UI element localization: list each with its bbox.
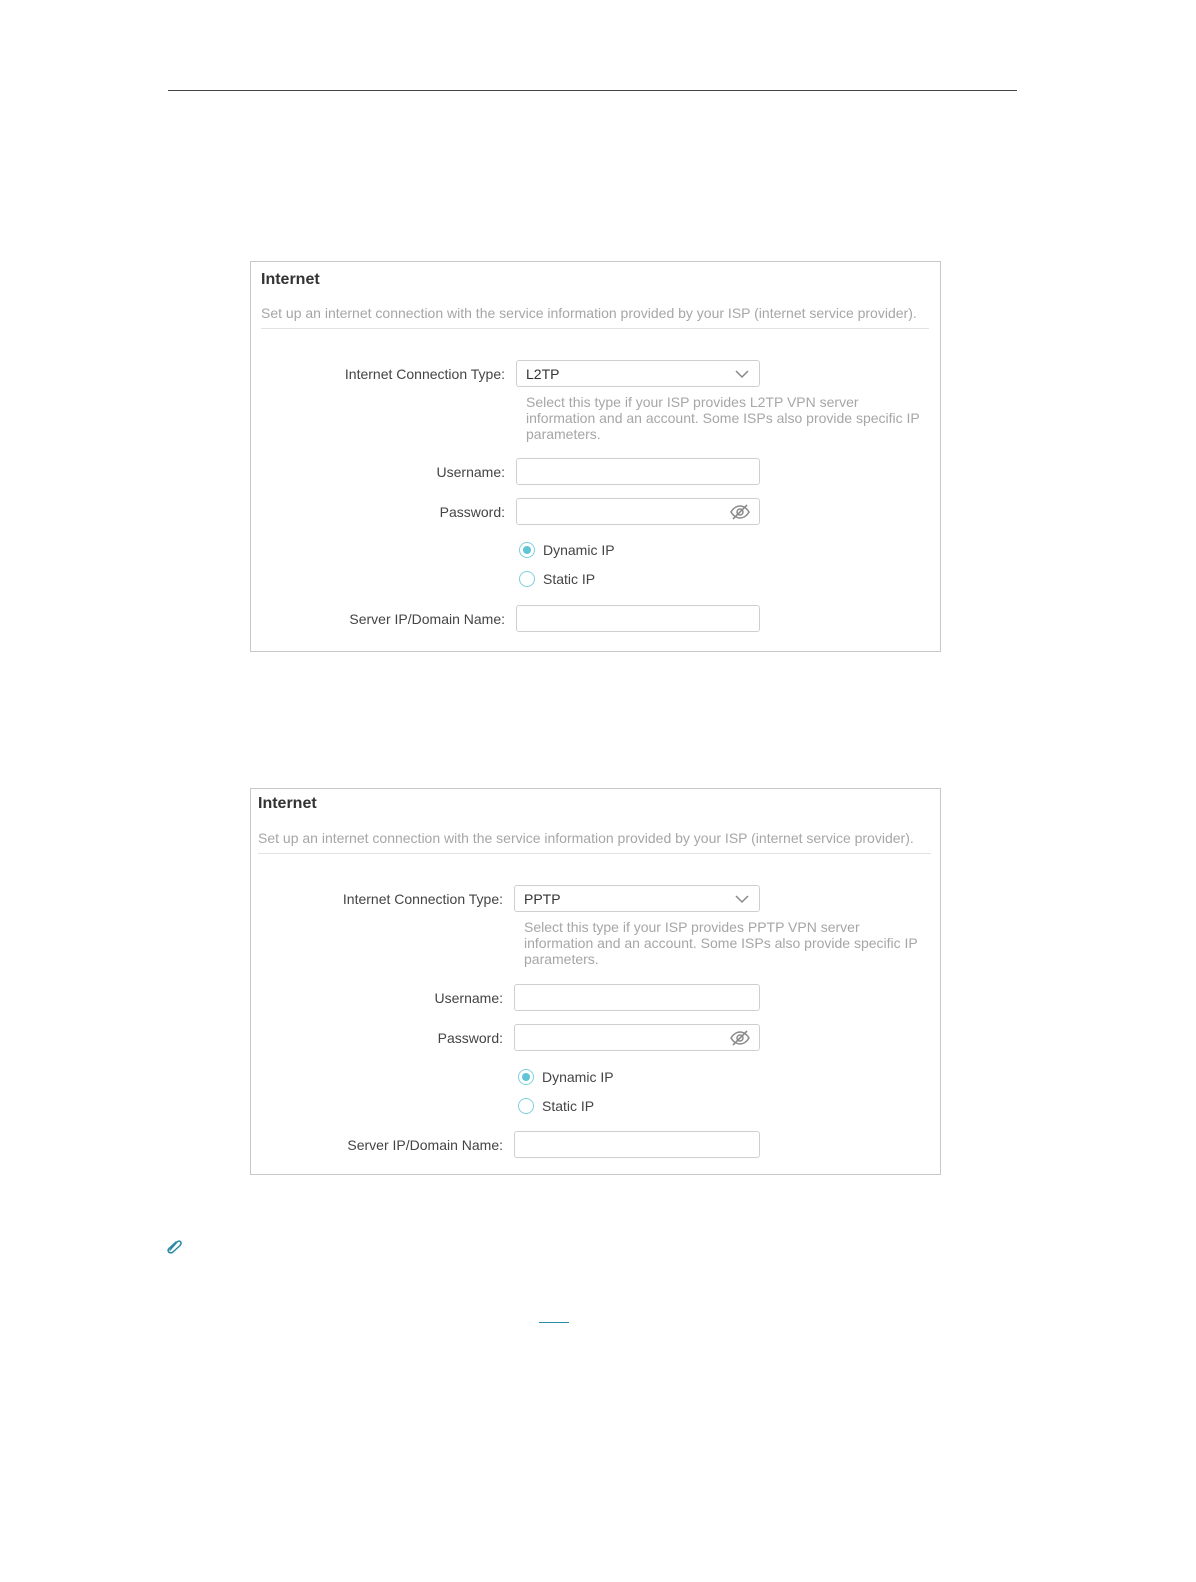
username-input[interactable] [514, 984, 760, 1011]
radio-button[interactable] [518, 1098, 534, 1114]
server-input[interactable] [516, 605, 760, 632]
paperclip-icon [166, 1238, 184, 1254]
username-label: Username: [434, 990, 503, 1006]
link-underline [539, 1322, 569, 1323]
server-input[interactable] [514, 1131, 760, 1158]
chevron-down-icon [735, 892, 749, 906]
username-label: Username: [436, 464, 505, 480]
radio-static-ip[interactable] [519, 570, 639, 590]
connection-type-select[interactable] [516, 360, 760, 387]
server-label: Server IP/Domain Name: [347, 1137, 503, 1153]
internet-panel-l2tp [250, 261, 941, 652]
connection-type-help: Select this type if your ISP provides PPTP VPN server information and an account. Some ISPs also provide specific IP parameters. [524, 919, 918, 967]
radio-button-checked[interactable] [518, 1069, 534, 1085]
chevron-down-icon [735, 367, 749, 381]
radio-button[interactable] [519, 571, 535, 587]
radio-label: Static IP [543, 571, 596, 587]
radio-label: Dynamic IP [543, 542, 615, 558]
radio-dynamic-ip[interactable] [518, 1068, 638, 1088]
internet-panel-pptp [250, 788, 941, 1175]
password-label: Password: [439, 504, 505, 520]
connection-type-select[interactable] [514, 885, 760, 912]
eye-slash-icon[interactable] [729, 503, 751, 521]
panel-divider [261, 328, 929, 329]
password-input[interactable] [516, 498, 760, 525]
password-input[interactable] [514, 1024, 760, 1051]
eye-slash-icon[interactable] [729, 1029, 751, 1047]
radio-button-checked[interactable] [519, 542, 535, 558]
server-label: Server IP/Domain Name: [349, 611, 505, 627]
connection-type-value: PPTP [524, 891, 561, 907]
panel-title: Internet [258, 795, 317, 812]
connection-type-label: Internet Connection Type: [342, 891, 503, 907]
connection-type-label: Internet Connection Type: [344, 366, 505, 382]
panel-description: Set up an internet connection with the service information provided by your ISP (internet service provider). [258, 830, 914, 846]
radio-dynamic-ip[interactable] [519, 541, 639, 561]
radio-static-ip[interactable] [518, 1097, 638, 1117]
connection-type-value: L2TP [526, 366, 560, 382]
username-input[interactable] [516, 458, 760, 485]
connection-type-help: Select this type if your ISP provides L2TP VPN server information and an account. Some ISPs also provide specific IP parameters. [526, 394, 920, 442]
header-rule [168, 90, 1017, 91]
panel-title: Internet [261, 271, 320, 288]
password-label: Password: [437, 1030, 503, 1046]
panel-description: Set up an internet connection with the service information provided by your ISP (internet service provider). [261, 305, 917, 321]
radio-label: Dynamic IP [542, 1069, 614, 1085]
panel-divider [258, 853, 931, 854]
radio-label: Static IP [542, 1098, 595, 1114]
